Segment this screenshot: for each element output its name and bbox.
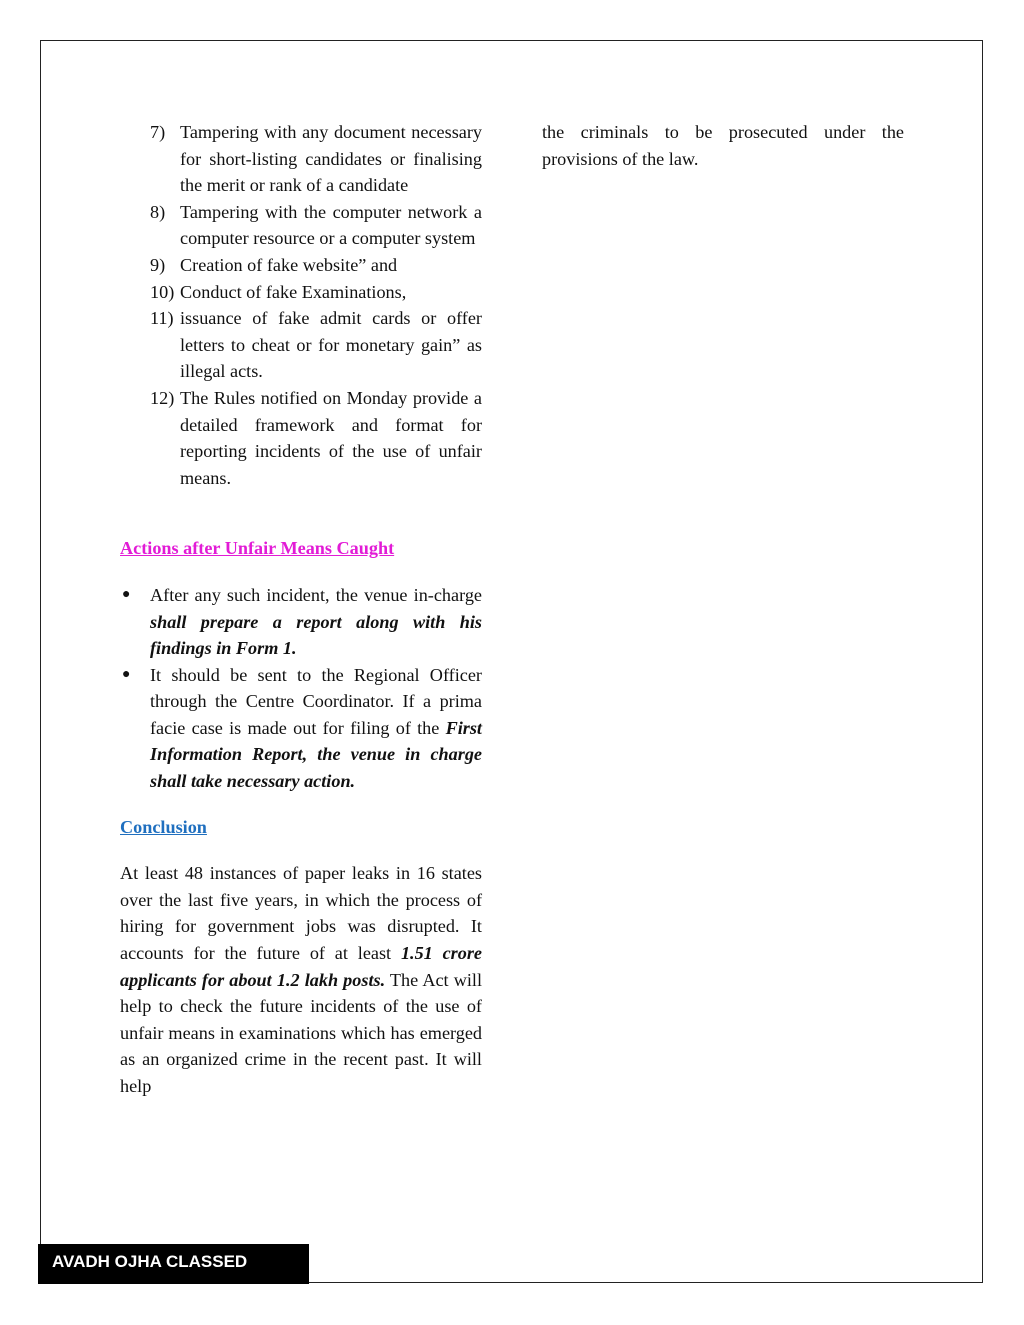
left-column — [120, 119, 482, 1100]
list-item — [120, 305, 482, 385]
actions-heading: Actions after Unfair Means Caught — [120, 538, 395, 559]
conclusion-paragraph — [120, 860, 482, 1099]
bullet-item — [120, 662, 482, 795]
list-number: 9) — [150, 254, 166, 275]
bullet-item — [120, 582, 482, 662]
list-item-text: Tampering with the computer network a computer resource or a computer system — [180, 201, 482, 249]
conclusion-text-continued: The Act will help to check the future incidents of the use of unfair means in examinations which has emerged as an organized crime in the recent past. It will help — [120, 969, 483, 1096]
bullet-text: After any such incident, the venue in-charge — [150, 584, 482, 605]
bullet-dot-icon: ● — [122, 666, 131, 682]
list-item-text: The Rules notified on Monday provide a detailed framework and format for reporting incidents of the use of unfair means. — [180, 387, 482, 488]
actions-bullet-list — [120, 582, 482, 795]
list-item-text: Tampering with any document necessary for short-listing candidates or finalising the merit or rank of a candidate — [180, 122, 482, 196]
conclusion-text: At least 48 instances of paper leaks in 16 states over the last five years, in which the process of hiring for government jobs was disrupted. It accounts for the future of at least — [120, 863, 482, 964]
footer-label: AVADH OJHA CLASSED — [52, 1252, 248, 1271]
conclusion-heading: Conclusion — [120, 816, 207, 837]
footer-brand-bar — [38, 1244, 309, 1284]
bullet-text: It should be sent to the Regional Officer through the Centre Coordinator. If a prima facie case is made out for filing of the — [150, 664, 482, 738]
bullet-emphasis: shall prepare a report along with his findings in Form 1. — [150, 611, 482, 659]
list-item — [120, 119, 482, 199]
list-number: 11) — [150, 308, 174, 329]
list-item-text: issuance of fake admit cards or offer letters to cheat or for monetary gain” as illegal acts. — [180, 308, 482, 382]
conclusion-emphasis: 1.51 crore applicants for about 1.2 lakh posts. — [120, 943, 482, 990]
list-item — [120, 385, 482, 491]
list-number: 10) — [150, 281, 175, 302]
bullet-emphasis: First Information Report, the venue in charge shall take necessary action. — [150, 717, 482, 792]
numbered-list — [120, 119, 482, 491]
list-item-text: Conduct of fake Examinations, — [180, 281, 407, 302]
list-number: 8) — [150, 201, 166, 222]
right-column — [542, 119, 904, 172]
list-item — [120, 199, 482, 252]
list-item-text: Creation of fake website” and — [180, 254, 398, 275]
list-item — [120, 279, 482, 306]
list-number: 12) — [150, 387, 175, 408]
right-column-text: the criminals to be prosecuted under the provisions of the law. — [542, 122, 904, 169]
list-number: 7) — [150, 122, 166, 142]
list-item — [120, 252, 482, 279]
bullet-dot-icon: ● — [122, 586, 131, 602]
